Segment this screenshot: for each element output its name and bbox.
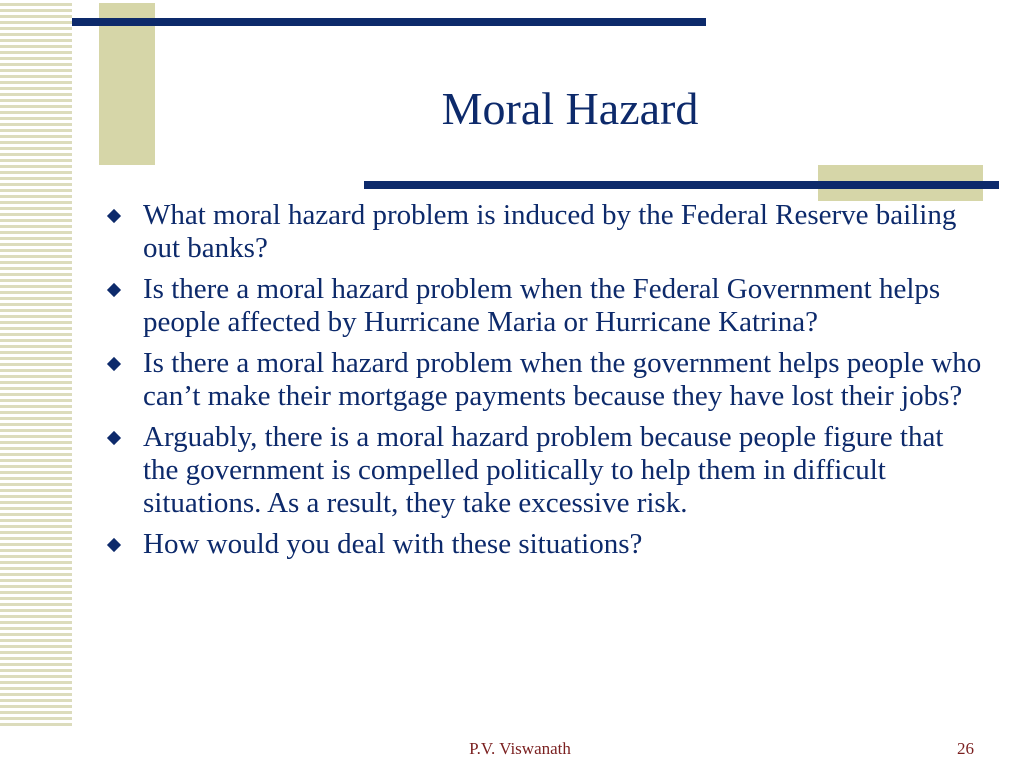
bullet-item: [106, 347, 986, 413]
bullet-text: Is there a moral hazard problem when the Federal Government helps people affected by Hurricane Maria or Hurricane Katrina?: [143, 273, 941, 338]
page-number: 26: [957, 739, 974, 758]
bullet-item: [106, 421, 986, 520]
bullet-text: Arguably, there is a moral hazard problem because people figure that the government is compelled politically to help them in difficult situations. As a result, they take excessive risk.: [143, 421, 944, 519]
diamond-bullet-icon: [107, 209, 121, 223]
decorative-stripes: [0, 0, 72, 727]
diamond-bullet-icon: [107, 357, 121, 371]
bullet-list: [106, 199, 986, 569]
decorative-block-top: [99, 3, 155, 165]
footer-author: P.V. Viswanath: [469, 739, 571, 758]
slide-title: Moral Hazard: [441, 83, 699, 134]
bullet-item: [106, 199, 986, 265]
diamond-bullet-icon: [107, 283, 121, 297]
bullet-text: What moral hazard problem is induced by the Federal Reserve bailing out banks?: [143, 199, 957, 264]
bullet-item: [106, 273, 986, 339]
bullet-text: Is there a moral hazard problem when the government helps people who can’t make their mortgage payments because they have lost their jobs?: [143, 347, 982, 412]
bullet-text: How would you deal with these situations?: [143, 528, 643, 560]
diamond-bullet-icon: [107, 538, 121, 552]
diamond-bullet-icon: [107, 431, 121, 445]
decorative-bar-title-underline: [364, 181, 999, 189]
bullet-item: [106, 528, 986, 561]
decorative-bar-top: [72, 18, 706, 26]
